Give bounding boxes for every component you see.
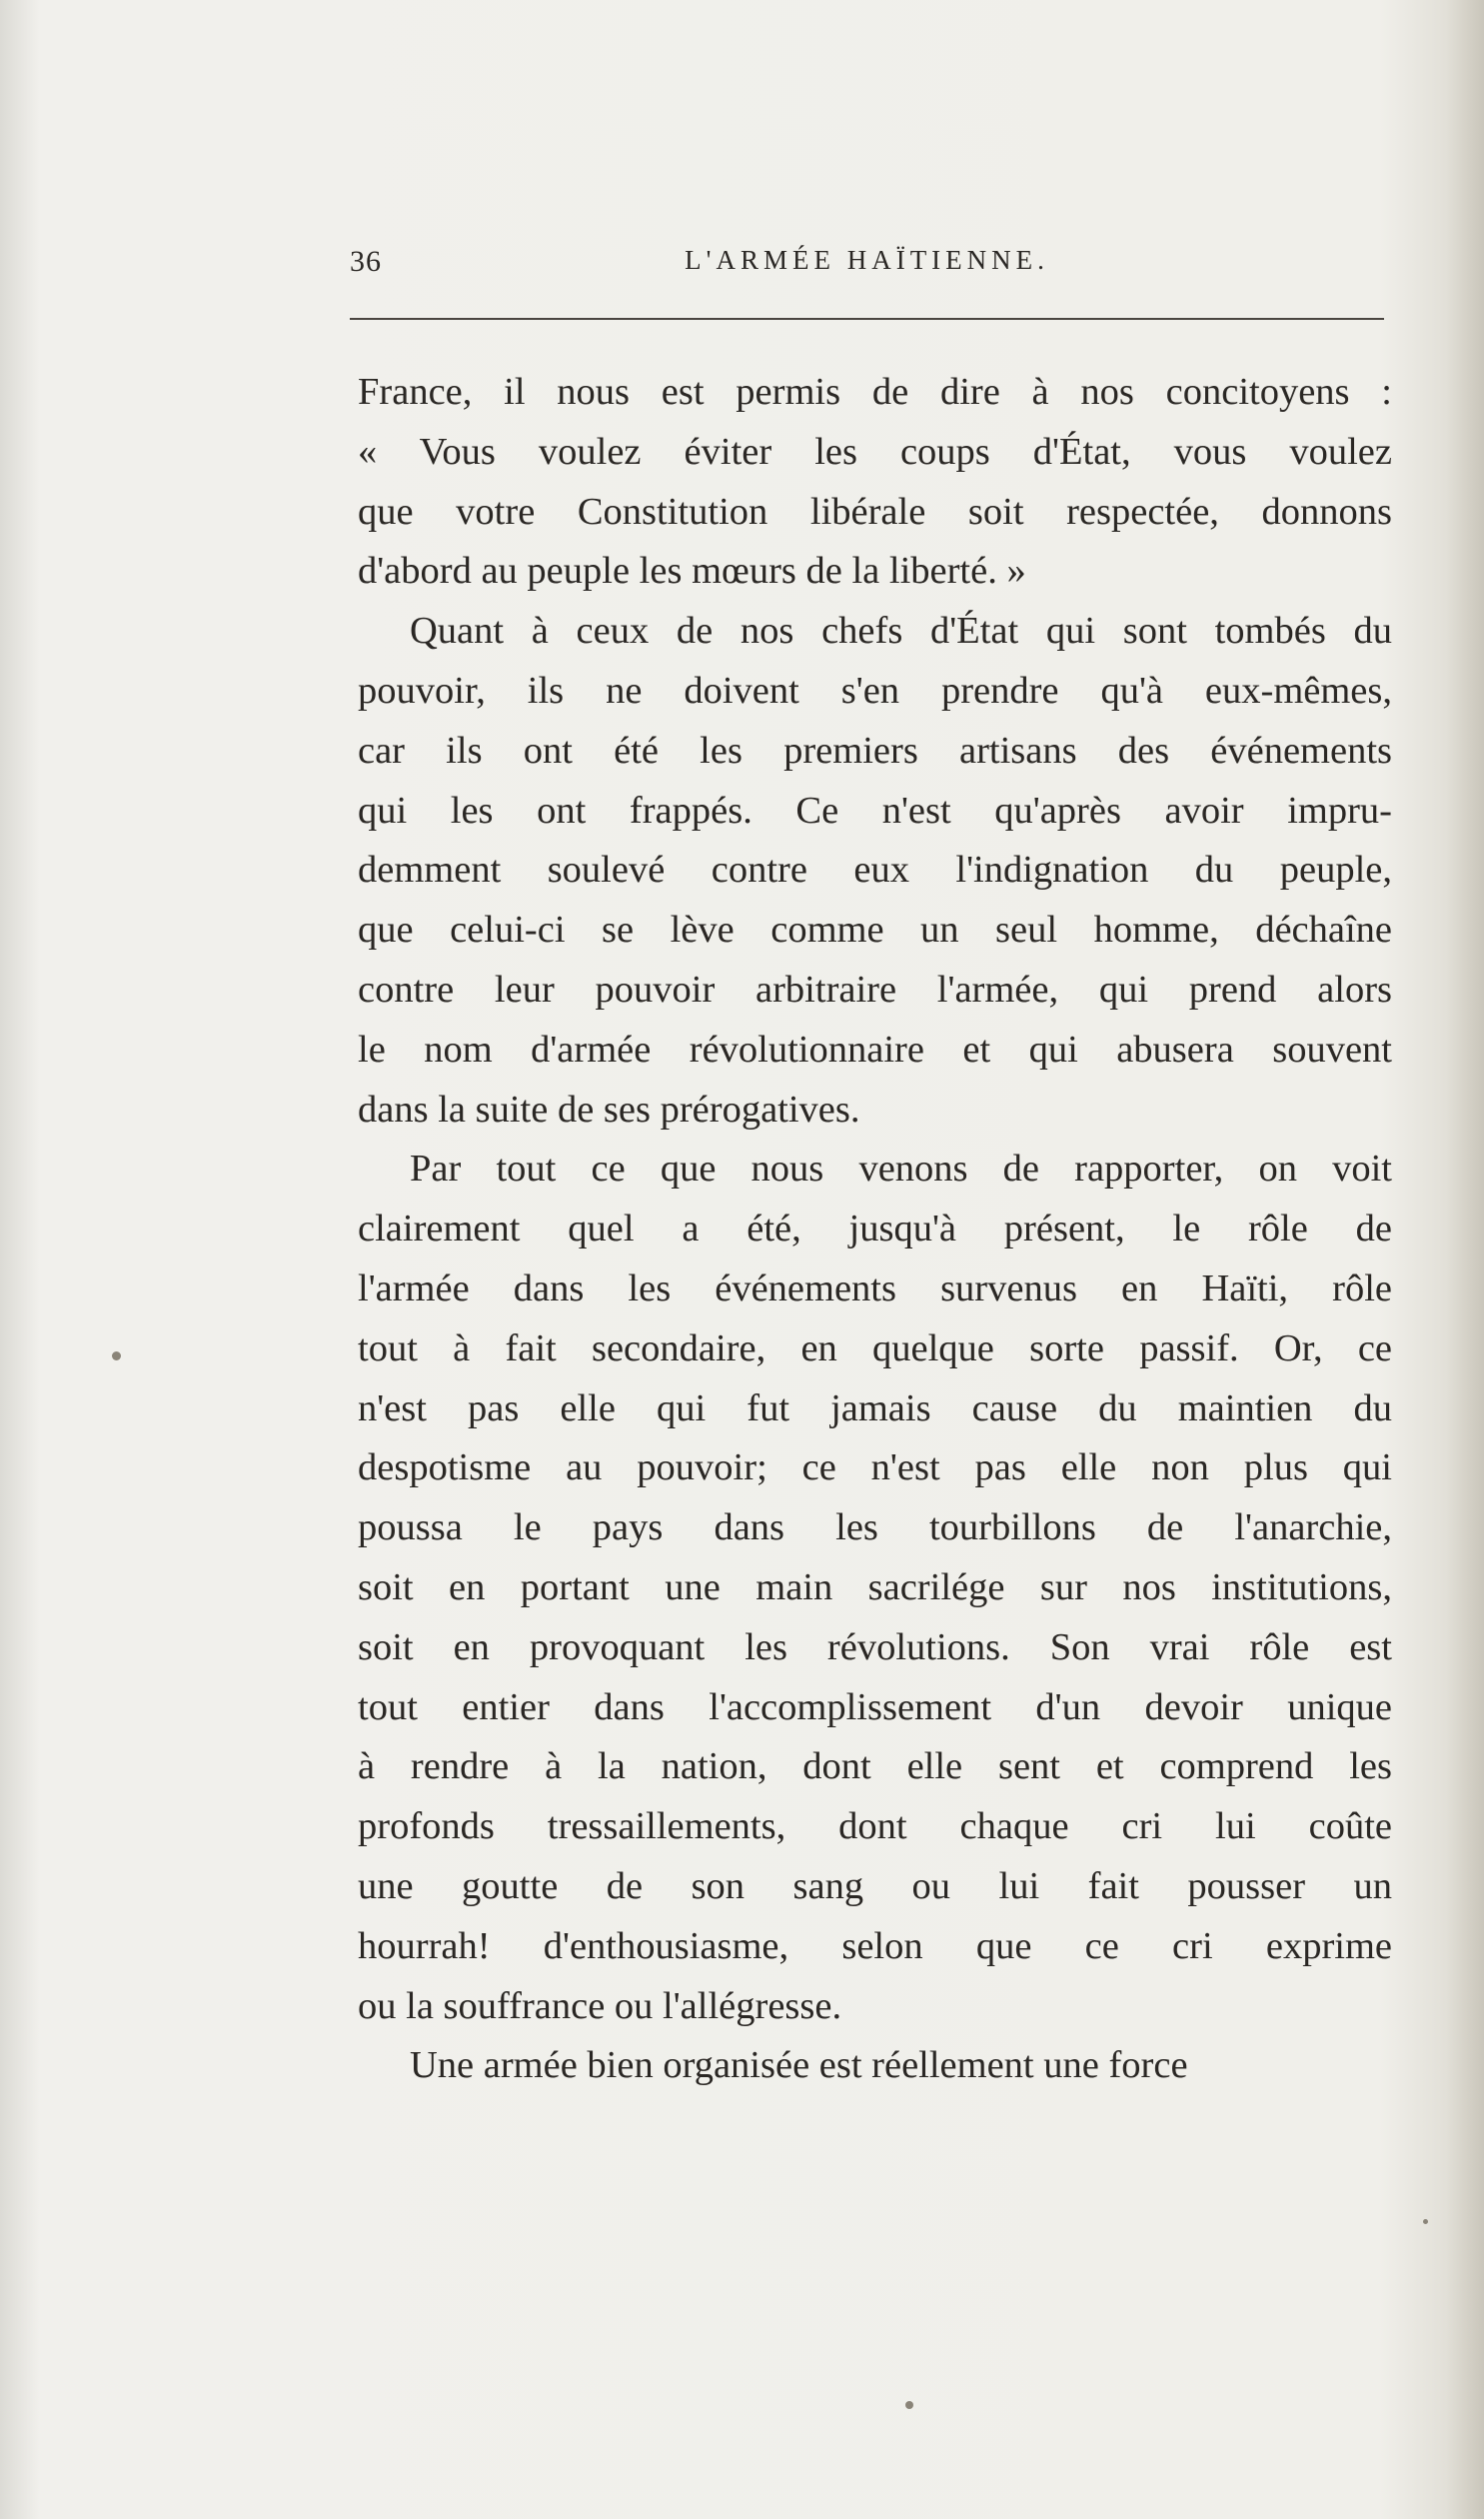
- text-line: France, il nous est permis de dire à nos concitoyens :: [358, 371, 1392, 413]
- text-line: « Vous voulez éviter les coups d'État, vous voulez: [358, 430, 1392, 473]
- page-number: 36: [350, 245, 382, 278]
- text-line: l'armée dans les événements survenus en Haïti, rôle: [358, 1266, 1392, 1309]
- text-line: tout à fait secondaire, en quelque sorte passif. Or, ce: [358, 1326, 1392, 1369]
- text-line: pouvoir, ils ne doivent s'en prendre qu'à eux-mêmes,: [358, 669, 1392, 712]
- text-line: Quant à ceux de nos chefs d'État qui sont tombés du: [410, 610, 1392, 653]
- text-line: Une armée bien organisée est réellement une force: [410, 2044, 1188, 2087]
- binding-shadow: [0, 0, 40, 2519]
- text-line: clairement quel a été, jusqu'à présent, le rôle de: [358, 1208, 1392, 1251]
- header-rule: [350, 318, 1384, 320]
- text-line: poussa le pays dans les tourbillons de l'anarchie,: [358, 1506, 1392, 1549]
- running-title: L'ARMÉE HAÏTIENNE.: [685, 245, 1049, 275]
- text-line: contre leur pouvoir arbitraire l'armée, qui prend alors: [358, 968, 1392, 1011]
- text-line: despotisme au pouvoir; ce n'est pas elle non plus qui: [358, 1446, 1392, 1489]
- text-line: hourrah! d'enthousiasme, selon que ce cri exprime: [358, 1924, 1392, 1967]
- text-line: soit en portant une main sacrilége sur nos institutions,: [358, 1565, 1392, 1608]
- paper-speck: [905, 2401, 913, 2409]
- page-edge-shadow: [1446, 0, 1484, 2519]
- text-line: Par tout ce que nous venons de rapporter, on voit: [410, 1148, 1392, 1191]
- text-line: d'abord au peuple les mœurs de la liberté. »: [358, 550, 1026, 593]
- page-header: [350, 245, 1384, 285]
- text-line: dans la suite de ses prérogatives.: [358, 1088, 860, 1131]
- text-line: que celui-ci se lève comme un seul homme, déchaîne: [358, 909, 1392, 952]
- body-text: [358, 363, 1392, 2096]
- text-line: le nom d'armée révolutionnaire et qui abusera souvent: [358, 1028, 1392, 1071]
- text-line: ou la souffrance ou l'allégresse.: [358, 1984, 842, 2027]
- text-line: tout entier dans l'accomplissement d'un devoir unique: [358, 1685, 1392, 1728]
- text-line: car ils ont été les premiers artisans des événements: [358, 729, 1392, 772]
- text-line: à rendre à la nation, dont elle sent et comprend les: [358, 1745, 1392, 1788]
- text-line: qui les ont frappés. Ce n'est qu'après avoir impru-: [358, 789, 1392, 832]
- text-line: que votre Constitution libérale soit respectée, donnons: [358, 490, 1392, 533]
- paper-speck: [112, 1351, 121, 1360]
- text-line: soit en provoquant les révolutions. Son vrai rôle est: [358, 1625, 1392, 1668]
- text-line: demment soulevé contre eux l'indignation du peuple,: [358, 849, 1392, 892]
- text-line: n'est pas elle qui fut jamais cause du maintien du: [358, 1386, 1392, 1429]
- text-line: profonds tressaillements, dont chaque cri lui coûte: [358, 1805, 1392, 1848]
- paper-speck: [1423, 2219, 1428, 2224]
- text-line: une goutte de son sang ou lui fait pousser un: [358, 1864, 1392, 1907]
